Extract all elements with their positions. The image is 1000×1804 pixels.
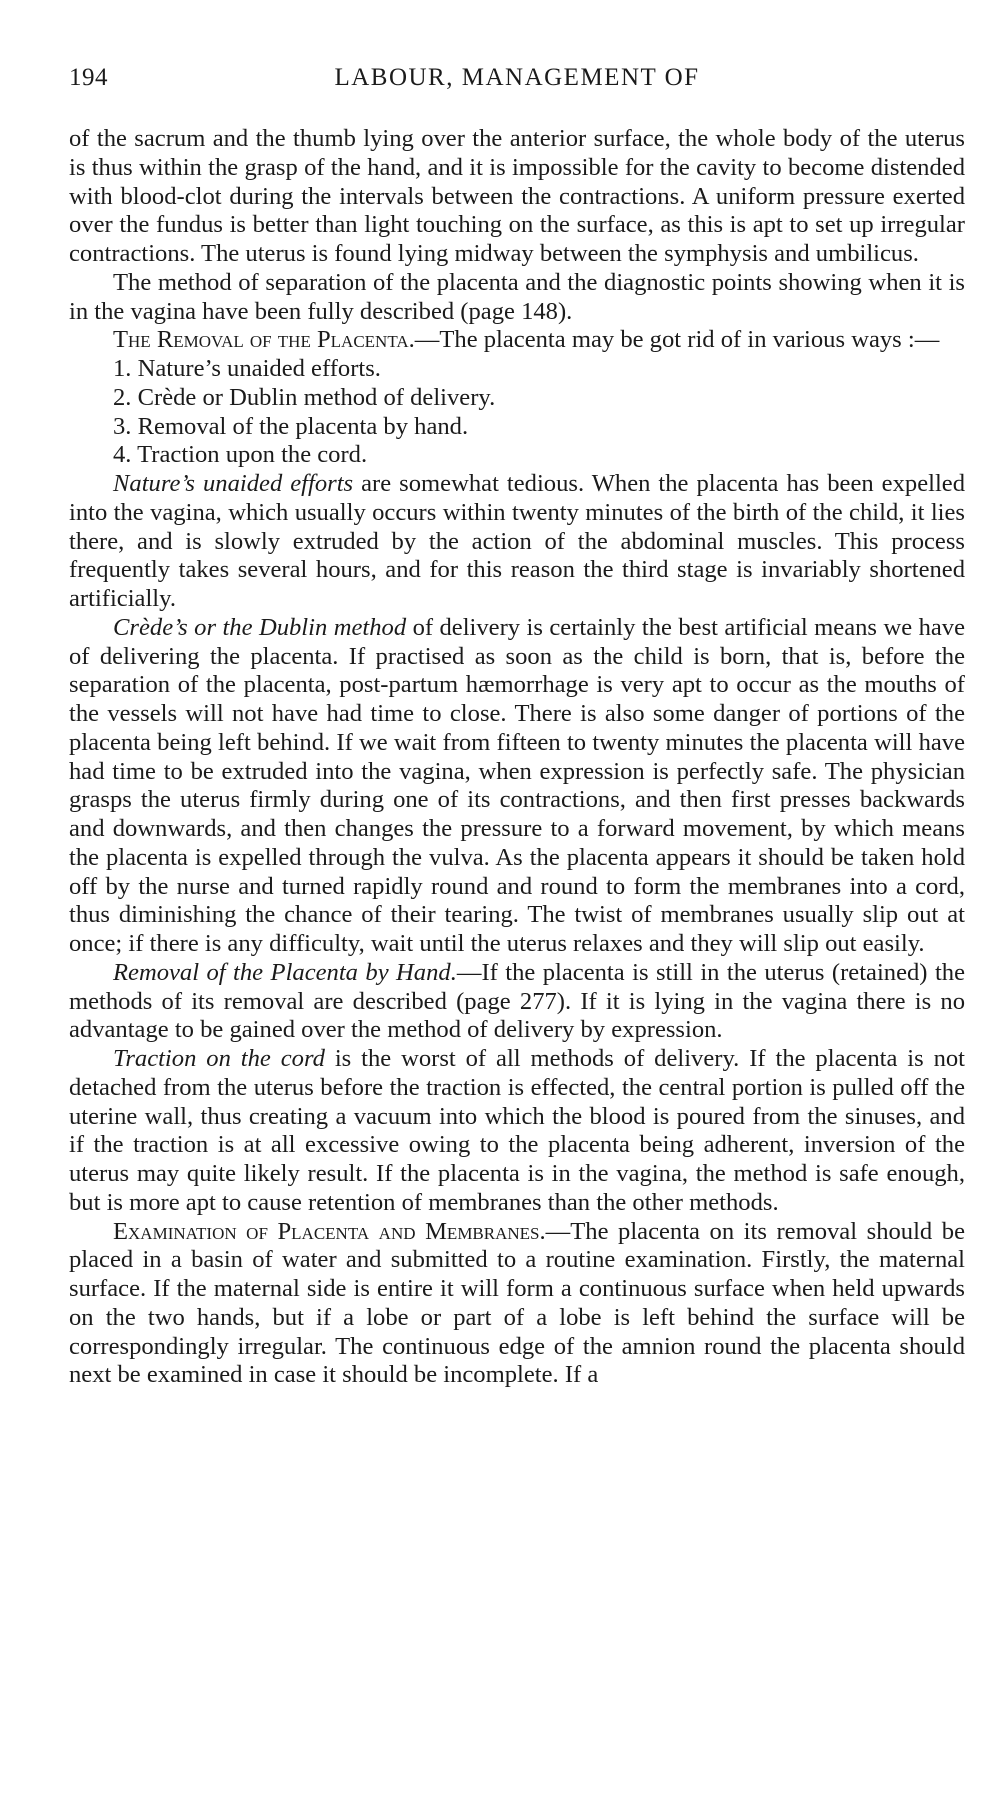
section-heading-removal: The Removal of the Placenta.: [113, 326, 415, 354]
page-number: 194: [69, 64, 108, 91]
italic-lead: Crède’s or the Dublin method: [113, 613, 407, 641]
paragraph-continuation: of the sacrum and the thumb lying over the anterior surface, the whole body of the uterus is thus within the grasp of the hand, and it is impossible for the cavity to become distended with blood-clot during the intervals between the contractions. A uniform pressure exerted over the fundus is better than light touching on the surface, as this is apt to set up irregular contractions. The uterus is found lying midway between the symphysis and umbilicus.: [69, 125, 965, 267]
italic-lead: Removal of the Placenta by Hand.: [113, 958, 457, 986]
italic-lead: Nature’s unaided efforts: [113, 470, 354, 497]
paragraph-separation-method: The method of separation of the placenta and the diagnostic points showing when it is in the vagina have been fully described (page 148).: [69, 268, 965, 325]
paragraph-text: is the worst of all methods of delivery. If the placenta is not detached from the uterus before the traction is effected, the central portion is pulled off the uterine wall, thus creating a vacuum into which the blood is poured from the sinuses, and if the traction is at all excessive owing to the placenta being adherent, inversion of the uterus may quite likely result. If the placenta is in the vagina, the method is safe enough, but is more apt to cause retention of membranes than the other methods.: [69, 1045, 966, 1216]
paragraph-text: are somewhat tedious. When the placenta has been expelled into the vagina, which usually occurs within twenty minutes of the birth of the child, it lies there, and is slowly extruded by the action of the abdominal muscles. This process frequently takes several hours, and for this reason the third stage is invariably shortened artificially.: [69, 470, 965, 612]
book-page: [69, 64, 965, 1390]
italic-lead: Traction on the cord: [113, 1045, 325, 1072]
body-text: [69, 125, 965, 1390]
list-item: 4. Traction upon the cord.: [113, 441, 368, 469]
section-heading-examination: Examination of Placenta and Membranes.: [113, 1217, 546, 1245]
paragraph-text: —The placenta may be got rid of in various ways :—: [414, 326, 940, 354]
paragraph-examination: [69, 1218, 965, 1391]
paragraph-removal-of-placenta: [69, 326, 965, 355]
paragraph-credes-method: [69, 614, 965, 959]
page-header: [69, 64, 965, 104]
list-item: 3. Removal of the placenta by hand.: [113, 412, 469, 440]
paragraph-text: of delivery is certainly the best artificial means we have of delivering the placenta. If practised as soon as the child is born, that is, before the separation of the placenta, post-partum hæmorrhage is very apt to occur as the mouths of the vessels will not have had time to close. There is also some danger of portions of the placenta being left behind. If we wait from fifteen to twenty minutes the placenta will have had time to be extruded into the vagina, when expression is perfectly safe. The physician grasps the uterus firmly during one of its contractions, and then first presses backwards and downwards, and then changes the pressure to a forward movement, by which means the placenta is expelled through the vulva. As the placenta appears it should be taken hold off by the nurse and turned rapidly round and round to form the membranes into a cord, thus diminishing the chance of their tearing. The twist of membranes usually slip out at once; if there is any difficulty, wait until the uterus relaxes and they will slip out easily.: [69, 613, 965, 957]
paragraph-text: —If the placenta is still in the uterus (retained) the methods of its removal are described (page 277). If it is lying in the vagina there is no advantage to be gained over the method of delivery by expression.: [69, 958, 965, 1044]
paragraph-traction-on-cord: [69, 1045, 965, 1218]
paragraph-text: —The placenta on its removal should be placed in a basin of water and submitted to a routine examination. Firstly, the maternal surface. If the maternal side is entire it will form a continuous surface when held upwards on the two hands, but if a lobe or part of a lobe is left behind the surface will be correspondingly irregular. The continuous edge of the amnion round the placenta should next be examined in case it should be incomplete. If a: [69, 1217, 965, 1389]
running-head: LABOUR, MANAGEMENT OF: [334, 64, 700, 91]
list-item: 1. Nature’s unaided efforts.: [113, 355, 381, 382]
list-item: 2. Crède or Dublin method of delivery.: [113, 383, 496, 411]
paragraph-removal-by-hand: [69, 959, 965, 1045]
paragraph-natures-efforts: [69, 470, 965, 614]
